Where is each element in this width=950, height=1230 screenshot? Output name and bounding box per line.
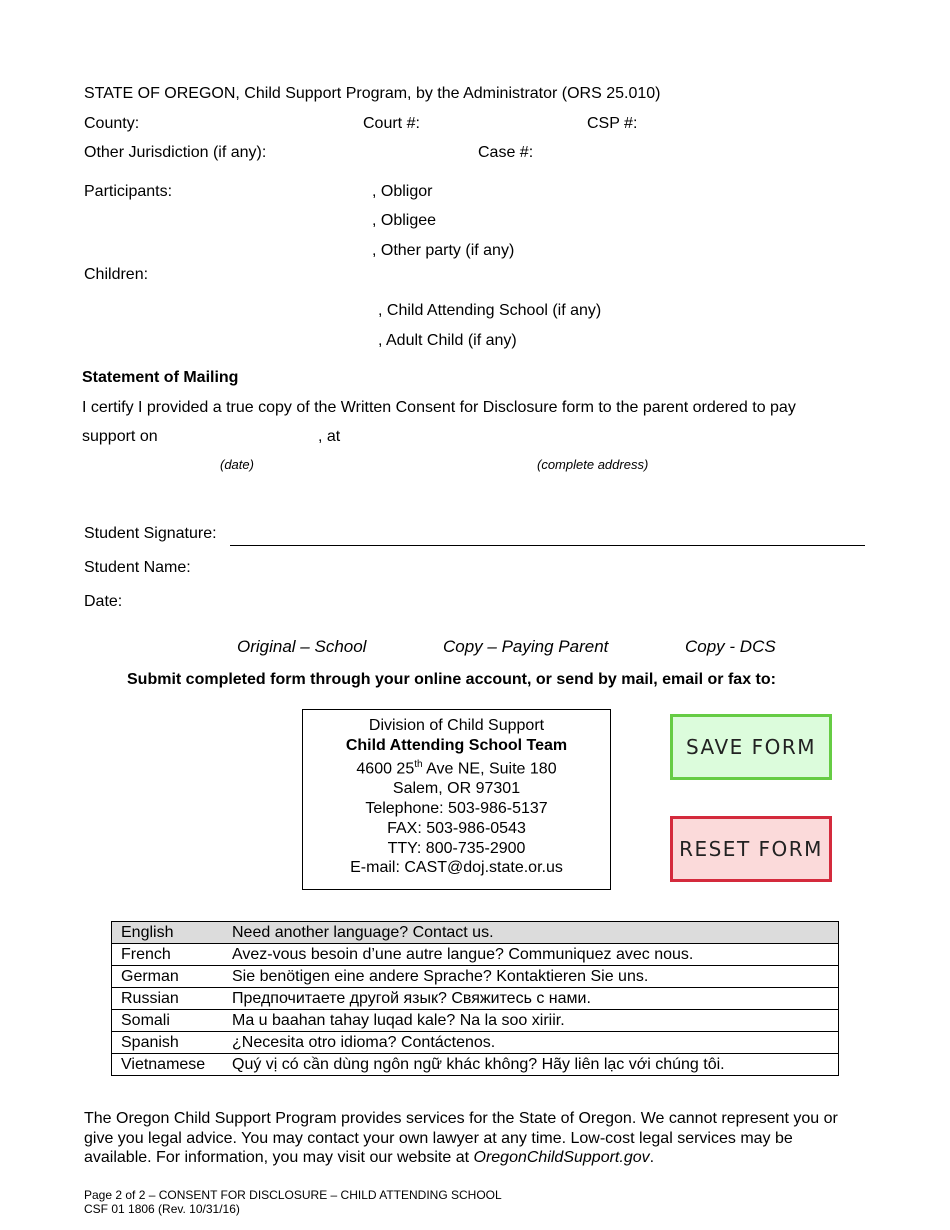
language-name: Russian (112, 988, 225, 1010)
language-name: Spanish (112, 1032, 225, 1054)
student-signature-line[interactable] (230, 527, 865, 546)
submit-instruction: Submit completed form through your online account, or send by mail, email or fax to: (127, 671, 776, 688)
mailing-support-on: support on (82, 428, 158, 445)
csp-number-input[interactable] (644, 113, 848, 135)
other-jurisdiction-label: Other Jurisdiction (if any): (84, 144, 267, 161)
language-row (112, 966, 839, 988)
language-name: German (112, 966, 225, 988)
language-message: Предпочитаете другой язык? Свяжитесь с нами. (224, 988, 839, 1010)
court-number-input[interactable] (428, 113, 582, 135)
address-fax: FAX: 503-986-0543 (387, 819, 526, 837)
other-party-label: , Other party (if any) (372, 242, 515, 259)
language-message: Sie benötigen eine andere Sprache? Kontaktieren Sie uns. (224, 966, 839, 988)
children-input[interactable] (182, 276, 371, 298)
child-attending-name-input[interactable] (182, 300, 376, 322)
county-label: County: (84, 115, 140, 132)
street-sup: th (414, 759, 423, 771)
participants-label: Participants: (84, 183, 173, 200)
address-tty: TTY: 800-735-2900 (387, 839, 526, 857)
form-title: STATE OF OREGON, Child Support Program, by the Administrator (ORS 25.010) (84, 85, 661, 102)
distribution-copy-dcs: Copy - DCS (685, 637, 776, 656)
language-message: Ma u baahan tahay luqad kale? Na la soo xiriir. (224, 1010, 839, 1032)
case-label: Case #: (478, 144, 534, 161)
child-attending-label: , Child Attending School (if any) (378, 302, 602, 319)
obligee-name-input[interactable] (182, 210, 371, 232)
reset-form-button[interactable]: RESET FORM (670, 816, 832, 882)
page-info: Page 2 of 2 – CONSENT FOR DISCLOSURE – CHILD ATTENDING SCHOOL (84, 1188, 502, 1202)
save-form-button[interactable]: SAVE FORM (670, 714, 832, 780)
obligee-label: , Obligee (372, 212, 437, 229)
street-prefix: 4600 25 (356, 760, 415, 778)
language-row (112, 1010, 839, 1032)
footer-note-end: . (649, 1149, 655, 1166)
mailing-text-line1: I certify I provided a true copy of the Written Consent for Disclosure form to the parent ordered to pay (82, 399, 796, 416)
footer-note-text: The Oregon Child Support Program provides services for the State of Oregon. We cannot represent you or give you legal advice. You may contact your own lawyer at any time. Low-cost legal services may be available. For information, you may visit our website at (84, 1110, 838, 1166)
language-table (111, 921, 839, 1076)
language-row (112, 1054, 839, 1076)
case-number-input[interactable] (540, 142, 844, 164)
form-number: CSF 01 1806 (Rev. 10/31/16) (84, 1202, 240, 1216)
adult-child-label: , Adult Child (if any) (378, 332, 517, 349)
address-box (302, 709, 611, 890)
address-line1: Division of Child Support (368, 717, 545, 734)
language-row (112, 922, 839, 944)
language-message: Quý vị có cần dùng ngôn ngữ khác không? Hãy liên lạc với chúng tôi. (224, 1054, 839, 1076)
date-label: Date: (84, 593, 123, 610)
language-row (112, 1032, 839, 1054)
language-name: French (112, 944, 225, 966)
mailing-heading: Statement of Mailing (82, 369, 239, 386)
language-name: Vietnamese (112, 1054, 225, 1076)
distribution-copy-parent: Copy – Paying Parent (443, 637, 609, 656)
student-name-input[interactable] (202, 557, 846, 579)
language-name: Somali (112, 1010, 225, 1032)
address-email: E-mail: CAST@doj.state.or.us (350, 859, 563, 877)
obligor-name-input[interactable] (182, 181, 371, 203)
language-message: ¿Necesita otro idioma? Contáctenos. (224, 1032, 839, 1054)
language-name: English (112, 922, 225, 944)
street-suffix: Ave NE, Suite 180 (422, 760, 557, 778)
language-row (112, 944, 839, 966)
mailing-at: , at (318, 428, 341, 445)
website-link[interactable]: OregonChildSupport.gov (473, 1149, 650, 1166)
csp-label: CSP #: (587, 115, 638, 132)
obligor-label: , Obligor (372, 183, 433, 200)
address-street (303, 755, 610, 779)
student-name-label: Student Name: (84, 559, 191, 576)
date-caption: (date) (220, 457, 254, 472)
signature-date-input[interactable] (130, 591, 334, 613)
footer-note (84, 1109, 864, 1168)
court-label: Court #: (363, 115, 420, 132)
language-message: Avez-vous besoin d’une autre langue? Communiquez avec nous. (224, 944, 839, 966)
other-jurisdiction-input[interactable] (282, 142, 476, 164)
adult-child-name-input[interactable] (182, 330, 376, 352)
address-line2: Child Attending School Team (345, 736, 568, 754)
children-label: Children: (84, 266, 149, 283)
other-party-name-input[interactable] (182, 240, 371, 262)
student-signature-label: Student Signature: (84, 525, 217, 542)
distribution-original: Original – School (237, 637, 367, 656)
mailing-date-input[interactable] (168, 426, 318, 448)
address-telephone: Telephone: 503-986-5137 (365, 800, 548, 818)
language-row (112, 988, 839, 1010)
mailing-address-input[interactable] (348, 426, 852, 448)
county-input[interactable] (146, 113, 360, 135)
address-city: Salem, OR 97301 (392, 780, 521, 798)
address-caption: (complete address) (537, 457, 649, 472)
language-message: Need another language? Contact us. (224, 922, 839, 944)
